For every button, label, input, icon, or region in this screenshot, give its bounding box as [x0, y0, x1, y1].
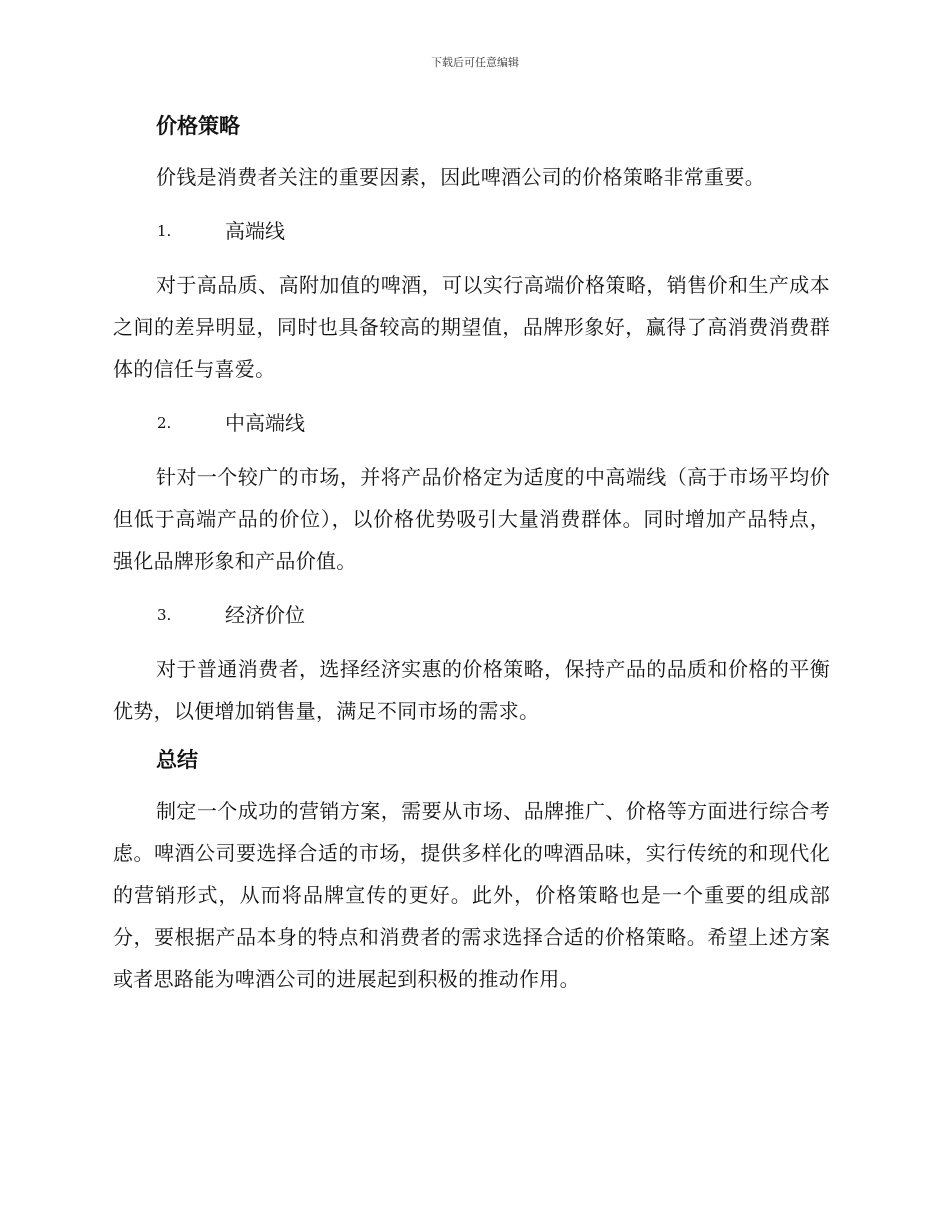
high-end-paragraph: 对于高品质、高附加值的啤酒，可以实行高端价格策略，销售价和生产成本之间的差异明显，同时也具备较高的期望值，品牌形象好，赢得了高消费消费群体的信任与喜爱。 — [113, 273, 830, 381]
economy-paragraph: 对于普通消费者，选择经济实惠的价格策略，保持产品的品质和价格的平衡优势，以便增加销售量，满足不同市场的需求。 — [113, 657, 830, 723]
price-strategy-intro: 价钱是消费者关注的重要因素，因此啤酒公司的价格策略非常重要。 — [156, 165, 765, 189]
list-number: 3. — [157, 606, 172, 624]
section-title-price-strategy: 价格策略 — [156, 113, 240, 138]
section-title-summary: 总结 — [156, 747, 198, 772]
document-body — [113, 110, 830, 1012]
list-item-mid-high-end — [113, 402, 830, 444]
page-header: 下载后可任意编辑 — [431, 56, 519, 69]
list-item-economy — [113, 594, 830, 636]
summary-paragraph: 制定一个成功的营销方案，需要从市场、品牌推广、价格等方面进行综合考虑。啤酒公司要选择合适的市场，提供多样化的啤酒品味，实行传统的和现代化的营销形式，从而将品牌宣传的更好。此外，价格策略也是一个重要的组成部分，要根据产品本身的特点和消费者的需求选择合适的价格策略。希望上述方案或者思路能为啤酒公司的进展起到积极的推动作用。 — [113, 799, 830, 991]
list-label: 经济价位 — [225, 603, 305, 627]
list-label: 高端线 — [225, 219, 285, 243]
mid-high-end-paragraph: 针对一个较广的市场，并将产品价格定为适度的中高端线（高于市场平均价但低于高端产品的价位），以价格优势吸引大量消费群体。同时增加产品特点，强化品牌形象和产品价值。 — [113, 465, 830, 573]
list-label: 中高端线 — [225, 411, 305, 435]
list-number: 2. — [157, 414, 172, 432]
list-item-high-end — [113, 210, 830, 252]
list-number: 1. — [157, 222, 172, 240]
